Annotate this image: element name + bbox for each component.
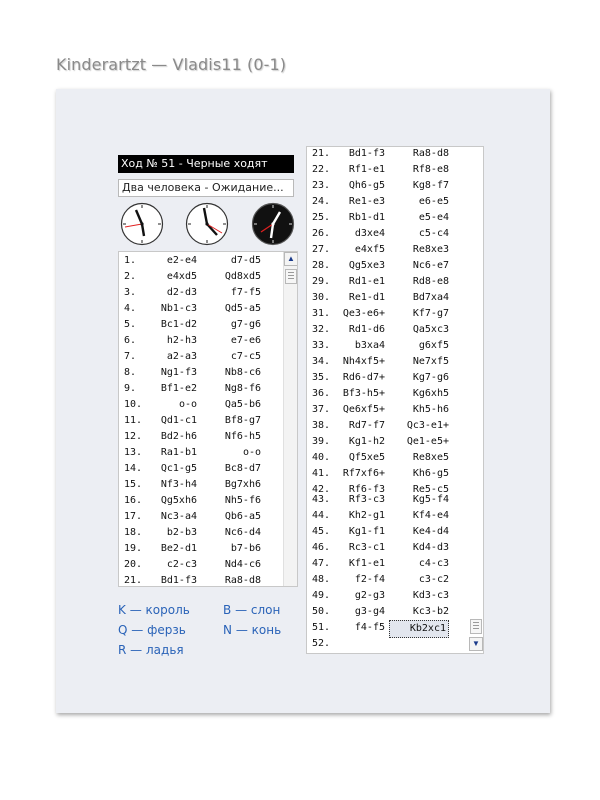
white-move[interactable]: Nc3-a4	[160, 511, 197, 522]
black-move[interactable]: Ng8-f6	[224, 383, 261, 394]
black-move[interactable]: Kg6xh5	[412, 388, 449, 399]
move-number: 19.	[124, 543, 143, 554]
black-move[interactable]: Ke4-d4	[412, 526, 449, 537]
chevron-up-icon[interactable]: ▲	[284, 252, 298, 266]
move-number: 24.	[312, 196, 331, 207]
move-row[interactable]	[119, 269, 279, 285]
move-row[interactable]	[119, 477, 279, 493]
white-move[interactable]: d3xe4	[354, 228, 385, 239]
move-row[interactable]	[119, 333, 279, 349]
white-move[interactable]: Qe6xf5+	[342, 404, 385, 415]
move-number: 23.	[312, 180, 331, 191]
move-row[interactable]	[307, 290, 467, 306]
move-row[interactable]	[307, 636, 467, 652]
move-row[interactable]	[119, 509, 279, 525]
move-row[interactable]	[307, 306, 467, 322]
move-row[interactable]	[307, 274, 467, 290]
black-move[interactable]: g6xf5	[418, 340, 449, 351]
white-move[interactable]: b3xa4	[354, 340, 385, 351]
legend-item	[223, 623, 281, 637]
move-number: 38.	[312, 420, 331, 431]
move-number: 39.	[312, 436, 331, 447]
black-move[interactable]: f7-f5	[230, 287, 261, 298]
move-row[interactable]	[307, 434, 467, 450]
move-row[interactable]	[119, 493, 279, 509]
white-move[interactable]: Nf3-h4	[160, 479, 197, 490]
move-number: 42.	[312, 484, 331, 495]
move-number: 40.	[312, 452, 331, 463]
move-row[interactable]	[307, 604, 467, 620]
scrollbar-right[interactable]	[469, 147, 483, 653]
move-number: 46.	[312, 542, 331, 553]
black-move[interactable]: Rd8-e8	[412, 276, 449, 287]
white-move[interactable]: Nh4xf5+	[342, 356, 385, 367]
white-move[interactable]: Qf5xe5	[348, 452, 385, 463]
move-number: 6.	[124, 335, 137, 346]
black-move[interactable]: Rf8-e8	[412, 164, 449, 175]
white-move[interactable]: Re1-e3	[348, 196, 385, 207]
black-move[interactable]: Kb2xc1	[389, 620, 449, 638]
white-move[interactable]: Rd1-e1	[348, 276, 385, 287]
white-move[interactable]: Rf3-c3	[348, 494, 385, 505]
white-move[interactable]: Rf6-f3	[348, 484, 385, 495]
black-move[interactable]: Qc3-e1+	[406, 420, 449, 431]
move-row[interactable]	[119, 317, 279, 333]
white-move[interactable]: Rf7xf6+	[342, 468, 385, 479]
move-number: 25.	[312, 212, 331, 223]
move-row[interactable]	[119, 349, 279, 365]
black-move[interactable]: Nf6-h5	[224, 431, 261, 442]
black-move[interactable]: Ra8-d8	[412, 148, 449, 159]
white-move[interactable]: Bd1-f3	[160, 575, 197, 586]
move-row[interactable]	[307, 354, 467, 370]
move-number: 48.	[312, 574, 331, 585]
legend-dash: —	[235, 603, 251, 617]
move-row[interactable]	[307, 258, 467, 274]
white-move[interactable]: Bd1-f3	[348, 148, 385, 159]
white-move[interactable]: Ng1-f3	[160, 367, 197, 378]
move-row[interactable]	[119, 541, 279, 557]
move-number: 20.	[124, 559, 143, 570]
white-move[interactable]: g3-g4	[354, 606, 385, 617]
white-move[interactable]: Rb1-d1	[348, 212, 385, 223]
black-move[interactable]: Ra8-d8	[224, 575, 261, 586]
move-number: 12.	[124, 431, 143, 442]
black-move[interactable]: Kd4-d3	[412, 542, 449, 553]
black-move[interactable]: Kh5-h6	[412, 404, 449, 415]
move-number: 15.	[124, 479, 143, 490]
move-row[interactable]	[119, 365, 279, 381]
black-move[interactable]: Re5-c5	[412, 484, 449, 495]
white-move[interactable]: Be2-d1	[160, 543, 197, 554]
move-number: 50.	[312, 606, 331, 617]
move-row[interactable]	[119, 573, 279, 587]
black-move[interactable]: Kh6-g5	[412, 468, 449, 479]
white-move[interactable]: h2-h3	[166, 335, 197, 346]
scrollbar-thumb[interactable]	[470, 619, 482, 634]
black-move[interactable]: Qd5-a5	[224, 303, 261, 314]
white-move[interactable]: Rf1-e1	[348, 164, 385, 175]
black-move[interactable]: Bd7xa4	[412, 292, 449, 303]
legend-item	[118, 623, 186, 637]
black-move[interactable]: Kg8-f7	[412, 180, 449, 191]
move-number: 7.	[124, 351, 137, 362]
clock-white-icon	[120, 202, 164, 246]
move-row[interactable]	[307, 524, 467, 540]
move-row[interactable]	[307, 508, 467, 524]
legend-text: король	[145, 603, 190, 617]
move-row[interactable]	[307, 242, 467, 258]
white-move[interactable]: e4xd5	[166, 271, 197, 282]
legend-text: ладья	[146, 643, 184, 657]
move-number: 14.	[124, 463, 143, 474]
move-row[interactable]	[119, 557, 279, 573]
white-move[interactable]: Bf1-e2	[160, 383, 197, 394]
black-move[interactable]: Qd8xd5	[224, 271, 261, 282]
move-row[interactable]	[307, 588, 467, 604]
legend-dash: —	[235, 623, 252, 637]
move-number: 26.	[312, 228, 331, 239]
move-row[interactable]	[119, 253, 279, 269]
chevron-down-icon[interactable]: ▼	[469, 637, 483, 651]
legend-text: конь	[251, 623, 282, 637]
move-row[interactable]	[307, 450, 467, 466]
black-move[interactable]: c7-c5	[230, 351, 261, 362]
black-move[interactable]: Kg7-g6	[412, 372, 449, 383]
move-number: 2.	[124, 271, 137, 282]
move-row[interactable]	[307, 226, 467, 242]
black-move[interactable]: Kc3-b2	[412, 606, 449, 617]
move-row[interactable]	[307, 402, 467, 418]
move-row[interactable]	[119, 285, 279, 301]
black-move[interactable]: Qa5xc3	[412, 324, 449, 335]
legend-text: слон	[250, 603, 281, 617]
legend-key: R	[118, 643, 127, 657]
move-row[interactable]	[307, 620, 467, 636]
move-row[interactable]	[307, 540, 467, 556]
white-move[interactable]: Rd1-d6	[348, 324, 385, 335]
black-move[interactable]: Qe1-e5+	[406, 436, 449, 447]
black-move[interactable]: e5-e4	[418, 212, 449, 223]
black-move[interactable]: Bc8-d7	[224, 463, 261, 474]
white-move[interactable]: Kg1-f1	[348, 526, 385, 537]
move-row[interactable]	[307, 146, 467, 162]
white-move[interactable]: Bc1-d2	[160, 319, 197, 330]
white-move[interactable]: Rd7-f7	[348, 420, 385, 431]
move-list-left[interactable]	[118, 251, 298, 587]
move-row[interactable]	[307, 162, 467, 178]
white-move[interactable]: b2-b3	[166, 527, 197, 538]
black-move[interactable]: Nc6-d4	[224, 527, 261, 538]
legend-dash: —	[130, 643, 146, 657]
black-move[interactable]: Re8xe3	[412, 244, 449, 255]
page-title: Kinderartzt — Vladis11 (0-1)	[56, 55, 287, 74]
white-move[interactable]: Qg5xe3	[348, 260, 385, 271]
move-number: 17.	[124, 511, 143, 522]
white-move[interactable]: Qd1-c1	[160, 415, 197, 426]
black-move[interactable]: c4-c3	[418, 558, 449, 569]
black-move[interactable]: b7-b6	[230, 543, 261, 554]
white-move[interactable]: a2-a3	[166, 351, 197, 362]
move-number: 52.	[312, 638, 331, 649]
move-row[interactable]	[307, 210, 467, 226]
black-move[interactable]: Nh5-f6	[224, 495, 261, 506]
black-move[interactable]: o-o	[242, 447, 261, 458]
move-number: 27.	[312, 244, 331, 255]
white-move[interactable]: Rc3-c1	[348, 542, 385, 553]
legend-key: Q	[118, 623, 128, 637]
clock-white	[120, 202, 164, 246]
move-row[interactable]	[307, 370, 467, 386]
move-row[interactable]	[119, 413, 279, 429]
move-row[interactable]	[307, 418, 467, 434]
white-move[interactable]: Nb1-c3	[160, 303, 197, 314]
move-row[interactable]	[307, 492, 467, 508]
move-number: 45.	[312, 526, 331, 537]
move-number: 3.	[124, 287, 137, 298]
black-move[interactable]: Kf7-g7	[412, 308, 449, 319]
move-number: 43.	[312, 494, 331, 505]
move-number: 18.	[124, 527, 143, 538]
move-number: 34.	[312, 356, 331, 367]
scrollbar-left[interactable]	[283, 252, 298, 586]
move-row[interactable]	[119, 397, 279, 413]
legend-key: B	[223, 603, 232, 617]
move-number: 37.	[312, 404, 331, 415]
clock-middle-icon	[185, 202, 229, 246]
black-move[interactable]: Kf4-e4	[412, 510, 449, 521]
move-number: 8.	[124, 367, 137, 378]
black-move[interactable]: e6-e5	[418, 196, 449, 207]
legend-item	[223, 603, 280, 617]
scrollbar-thumb[interactable]	[285, 269, 297, 284]
move-number: 10.	[124, 399, 143, 410]
black-move[interactable]: Bf8-g7	[224, 415, 261, 426]
white-move[interactable]: Ra1-b1	[160, 447, 197, 458]
clock-middle	[185, 202, 229, 246]
white-move[interactable]: g2-g3	[354, 590, 385, 601]
black-move[interactable]: Nd4-c6	[224, 559, 261, 570]
legend-key: N	[223, 623, 232, 637]
move-number: 30.	[312, 292, 331, 303]
white-move[interactable]: Kh2-g1	[348, 510, 385, 521]
move-row[interactable]	[119, 381, 279, 397]
legend-item	[118, 603, 190, 617]
white-move[interactable]: f4-f5	[354, 622, 385, 633]
move-row[interactable]	[119, 429, 279, 445]
move-number: 5.	[124, 319, 137, 330]
move-list-right[interactable]	[306, 146, 484, 654]
move-number: 32.	[312, 324, 331, 335]
black-move[interactable]: Nc6-e7	[412, 260, 449, 271]
black-move[interactable]: Ne7xf5	[412, 356, 449, 367]
move-number: 16.	[124, 495, 143, 506]
move-number: 13.	[124, 447, 143, 458]
move-number: 51.	[312, 622, 331, 633]
move-row[interactable]	[119, 301, 279, 317]
white-move[interactable]: o-o	[178, 399, 197, 410]
white-move[interactable]: c2-c3	[166, 559, 197, 570]
white-move[interactable]: Bf3-h5+	[342, 388, 385, 399]
move-number: 33.	[312, 340, 331, 351]
white-move[interactable]: f2-f4	[354, 574, 385, 585]
black-move[interactable]: c3-c2	[418, 574, 449, 585]
black-move[interactable]: Kd3-c3	[412, 590, 449, 601]
black-move[interactable]: Qb6-a5	[224, 511, 261, 522]
move-number: 9.	[124, 383, 137, 394]
black-move[interactable]: Qa5-b6	[224, 399, 261, 410]
legend-dash: —	[131, 623, 148, 637]
white-move[interactable]: Qe3-e6+	[342, 308, 385, 319]
move-number: 36.	[312, 388, 331, 399]
move-row[interactable]	[307, 338, 467, 354]
move-row[interactable]	[307, 556, 467, 572]
legend-dash: —	[129, 603, 146, 617]
move-row[interactable]	[307, 322, 467, 338]
move-number: 21.	[124, 575, 143, 586]
move-number: 22.	[312, 164, 331, 175]
black-move[interactable]: Re8xe5	[412, 452, 449, 463]
move-number: 41.	[312, 468, 331, 479]
white-move[interactable]: Bd2-h6	[160, 431, 197, 442]
move-number: 47.	[312, 558, 331, 569]
move-number: 4.	[124, 303, 137, 314]
move-row[interactable]	[307, 194, 467, 210]
move-row[interactable]	[307, 386, 467, 402]
move-row[interactable]	[119, 525, 279, 541]
move-row[interactable]	[119, 461, 279, 477]
black-move[interactable]: Nb8-c6	[224, 367, 261, 378]
legend-text: ферзь	[147, 623, 186, 637]
white-move[interactable]: Qg5xh6	[160, 495, 197, 506]
black-move[interactable]: g7-g6	[230, 319, 261, 330]
move-row[interactable]	[307, 466, 467, 482]
move-number: 11.	[124, 415, 143, 426]
move-number: 31.	[312, 308, 331, 319]
move-number: 49.	[312, 590, 331, 601]
move-number: 29.	[312, 276, 331, 287]
black-move[interactable]: c5-c4	[418, 228, 449, 239]
move-row[interactable]	[307, 178, 467, 194]
white-move[interactable]: e2-e4	[166, 255, 197, 266]
status-bar: Ход № 51 - Черные ходят	[118, 155, 294, 173]
white-move[interactable]: e4xf5	[354, 244, 385, 255]
move-number: 21.	[312, 148, 331, 159]
black-move[interactable]: e7-e6	[230, 335, 261, 346]
move-number: 28.	[312, 260, 331, 271]
move-row[interactable]	[119, 445, 279, 461]
mode-field: Два человека - Ожидание...	[118, 179, 294, 197]
white-move[interactable]: Kg1-h2	[348, 436, 385, 447]
legend-key: K	[118, 603, 126, 617]
black-move[interactable]: d7-d5	[230, 255, 261, 266]
white-move[interactable]: d2-d3	[166, 287, 197, 298]
clock-black	[251, 202, 295, 246]
black-move[interactable]: Kg5-f4	[412, 494, 449, 505]
move-number: 44.	[312, 510, 331, 521]
white-move[interactable]: Qh6-g5	[348, 180, 385, 191]
black-move[interactable]: Bg7xh6	[224, 479, 261, 490]
white-move[interactable]: Kf1-e1	[348, 558, 385, 569]
move-number: 1.	[124, 255, 137, 266]
move-number: 35.	[312, 372, 331, 383]
white-move[interactable]: Qc1-g5	[160, 463, 197, 474]
white-move[interactable]: Rd6-d7+	[342, 372, 385, 383]
clock-black-icon	[251, 202, 295, 246]
white-move[interactable]: Re1-d1	[348, 292, 385, 303]
move-row[interactable]	[307, 572, 467, 588]
legend-item	[118, 643, 184, 657]
